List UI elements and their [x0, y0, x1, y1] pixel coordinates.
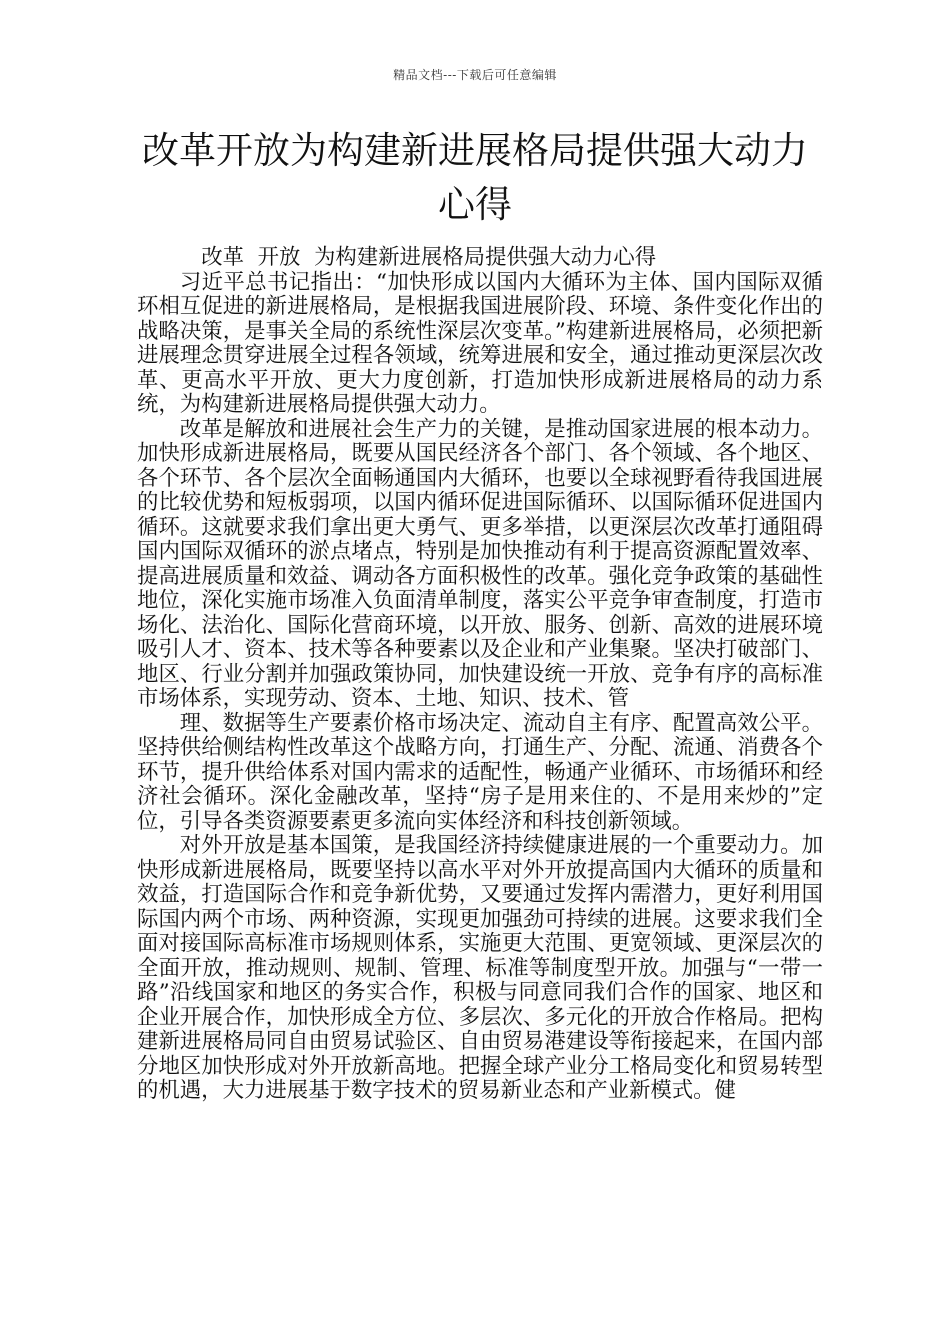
title-line-2: 心得	[438, 183, 512, 226]
header-note: 精品文档---下载后可任意编辑	[393, 68, 557, 82]
paragraph-3: 理、数据等生产要素价格市场决定、流动自主有序、配置高效公平。坚持供给侧结构性改革这个战略方向，打通生产、分配、流通、消费各个环节，提升供给体系对国内需求的适配性，畅通产业循环、市场循环和经济社会循环。深化金融改革，坚持“房子是用来住的、不是用来炒的”定位，引导各类资源要素更多流向实体经济和科技创新领域。	[137, 710, 823, 834]
paragraph-2: 改革是解放和进展社会生产力的关键，是推动国家进展的根本动力。加快形成新进展格局，既要从国民经济各个部门、各个领域、各个地区、各个环节、各个层次全面畅通国内大循环，也要以全球视野看待我国进展的比较优势和短板弱项，以国内循环促进国际循环、以国际循环促进国内循环。这就要求我们拿出更大勇气、更多举措，以更深层次改革打通阻碍国内国际双循环的淤点堵点，特别是加快推动有利于提高资源配置效率、提高进展质量和效益、调动各方面积极性的改革。强化竞争政策的基础性地位，深化实施市场准入负面清单制度，落实公平竞争审查制度，打造市场化、法治化、国际化营商环境，以开放、服务、创新、高效的进展环境吸引人才、资本、技术等各种要素以及企业和产业集聚。坚决打破部门、地区、行业分割并加强政策协同，加快建设统一开放、竞争有序的高标准市场体系，实现劳动、资本、土地、知识、技术、管	[137, 416, 823, 711]
document-subtitle: 改革 开放 为构建新进展格局提供强大动力心得	[201, 245, 657, 270]
paragraph-4: 对外开放是基本国策，是我国经济持续健康进展的一个重要动力。加快形成新进展格局，既要坚持以高水平对外开放提高国内大循环的质量和效益，打造国际合作和竞争新优势，又要通过发挥内需潜力，更好利用国际国内两个市场、两种资源，实现更加强劲可持续的进展。这要求我们全面对接国际高标准市场规则体系，实施更大范围、更宽领域、更深层次的全面开放，推动规则、规制、管理、标准等制度型开放。加强与“一带一路”沿线国家和地区的务实合作，积极与同意同我们合作的国家、地区和企业开展合作，加快形成全方位、多层次、多元化的开放合作格局。把构建新进展格局同自由贸易试验区、自由贸易港建设等衔接起来，在国内部分地区加快形成对外开放新高地。把握全球产业分工格局变化和贸易转型的机遇，大力进展基于数字技术的贸易新业态和产业新模式。健	[137, 833, 823, 1103]
document-body	[137, 246, 823, 1104]
paragraph-1: 习近平总书记指出：“加快形成以国内大循环为主体、国内国际双循环相互促进的新进展格局，是根据我国进展阶段、环境、条件变化作出的战略决策，是事关全局的系统性深层次变革。”构建新进展格局，必须把新进展理念贯穿进展全过程各领域，统筹进展和安全，通过推动更深层次改革、更高水平开放、更大力度创新，打造加快形成新进展格局的动力系统，为构建新进展格局提供强大动力。	[137, 269, 823, 417]
document-title	[60, 124, 890, 232]
title-line-1: 改革开放为构建新进展格局提供强大动力	[142, 129, 808, 172]
